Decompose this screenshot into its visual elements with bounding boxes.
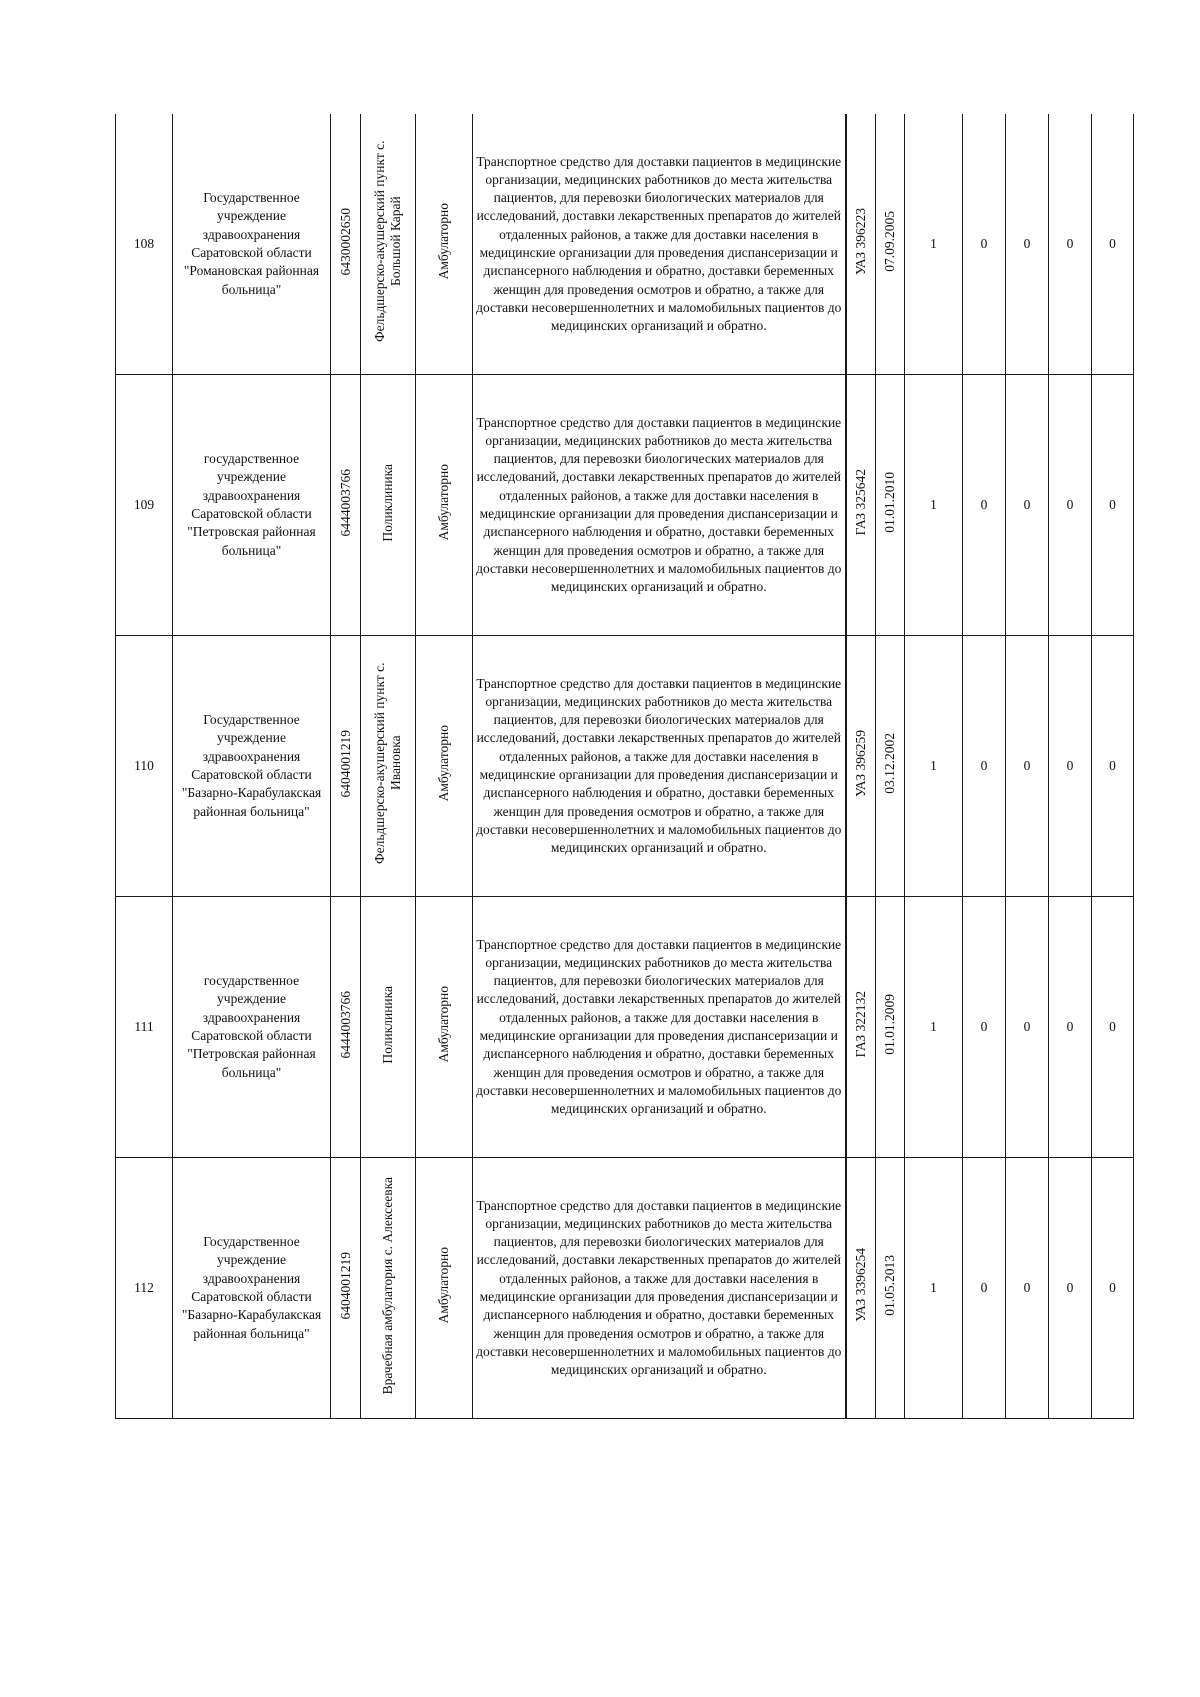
value-3: 0	[1023, 757, 1031, 773]
vehicle-cell	[846, 375, 876, 636]
care-type-cell	[416, 114, 473, 375]
unit-name: Фельдшерско-акушерский пункт с. Большой Карай	[372, 140, 403, 343]
inn: 6404001219	[337, 1251, 353, 1320]
purpose-cell	[473, 636, 846, 897]
organization-name: государственное учреждение здравоохранения Саратовской области "Петровская районная больница"	[187, 973, 316, 1080]
care-type-cell	[416, 636, 473, 897]
purpose-cell	[473, 375, 846, 636]
value-cell	[963, 375, 1006, 636]
value-cell	[963, 114, 1006, 375]
row-number: 109	[133, 496, 155, 512]
organization-cell	[173, 636, 331, 897]
inn-cell	[331, 636, 361, 897]
value-cell	[1092, 1158, 1134, 1419]
value-cell	[1049, 114, 1092, 375]
organization-cell	[173, 114, 331, 375]
unit-name: Врачебная амбулатория с. Алексеевка	[380, 1176, 395, 1395]
value-cell	[905, 114, 963, 375]
inn: 6444003766	[337, 468, 353, 537]
value-1: 1	[930, 235, 937, 251]
unit-name: Поликлиника	[380, 985, 395, 1064]
value-2: 0	[980, 1279, 988, 1295]
row-number: 111	[134, 1018, 154, 1034]
care-type: Амбулаторно	[436, 725, 451, 802]
registration-date: 01.01.2010	[882, 471, 897, 533]
purpose-cell	[473, 114, 846, 375]
care-type: Амбулаторно	[436, 1247, 451, 1324]
value-3: 0	[1023, 235, 1031, 251]
organization-name: Государственное учреждение здравоохранения Саратовской области "Базарно-Карабулакская районная больница"	[181, 712, 322, 819]
unit-name: Поликлиника	[380, 463, 395, 542]
value-cell	[1049, 636, 1092, 897]
vehicle-model: УАЗ 396259	[852, 729, 868, 797]
value-cell	[1006, 636, 1049, 897]
organization-name: государственное учреждение здравоохранения Саратовской области "Петровская районная больница"	[187, 451, 316, 558]
vehicle-purpose: Транспортное средство для доставки пациентов в медицинские организации, медицинских работников до места жительства пациентов, для перевозки биологических материалов для исследований, доставки лекарственных препаратов до жителей отдаленных районов, а также для доставки населения в медицинские организации для проведения диспансеризации и диспансерного наблюдения и обратно, доставки беременных женщин для проведения осмотров и обратно, а также для доставки несовершеннолетних и маломобильных пациентов до медицинских организаций и обратно.	[476, 414, 842, 595]
vehicle-register-table	[115, 114, 1134, 1419]
value-cell	[1006, 114, 1049, 375]
organization-cell	[173, 1158, 331, 1419]
organization-cell	[173, 375, 331, 636]
vehicle-model: ГАЗ 325642	[852, 469, 868, 536]
date-cell	[876, 636, 905, 897]
value-cell	[905, 897, 963, 1158]
value-1: 1	[930, 496, 937, 512]
care-type-cell	[416, 375, 473, 636]
vehicle-cell	[846, 1158, 876, 1419]
vehicle-purpose: Транспортное средство для доставки пациентов в медицинские организации, медицинских работников до места жительства пациентов, для перевозки биологических материалов для исследований, доставки лекарственных препаратов до жителей отдаленных районов, а также для доставки населения в медицинские организации для проведения диспансеризации и диспансерного наблюдения и обратно, доставки беременных женщин для проведения осмотров и обратно, а также для доставки несовершеннолетних и маломобильных пациентов до медицинских организаций и обратно.	[476, 675, 842, 856]
vehicle-cell	[846, 114, 876, 375]
vehicle-purpose: Транспортное средство для доставки пациентов в медицинские организации, медицинских работников до места жительства пациентов, для перевозки биологических материалов для исследований, доставки лекарственных препаратов до жителей отдаленных районов, а также для доставки населения в медицинские организации для проведения диспансеризации и диспансерного наблюдения и обратно, доставки беременных женщин для проведения осмотров и обратно, а также для доставки несовершеннолетних и маломобильных пациентов до медицинских организаций и обратно.	[476, 153, 842, 334]
vehicle-model: ГАЗ 322132	[852, 991, 868, 1058]
value-cell	[905, 636, 963, 897]
value-4: 0	[1066, 1279, 1074, 1295]
value-cell	[905, 1158, 963, 1419]
inn: 6404001219	[337, 729, 353, 798]
table-row	[116, 897, 1134, 1158]
organization-cell	[173, 897, 331, 1158]
value-cell	[1006, 1158, 1049, 1419]
inn-cell	[331, 114, 361, 375]
value-5: 0	[1109, 757, 1116, 773]
table-row	[116, 114, 1134, 375]
value-1: 1	[930, 1279, 937, 1295]
value-cell	[1049, 375, 1092, 636]
inn-cell	[331, 897, 361, 1158]
unit-cell	[361, 114, 416, 375]
row-number: 108	[133, 235, 155, 251]
date-cell	[876, 114, 905, 375]
registration-date: 03.12.2002	[882, 732, 897, 794]
registration-date: 01.05.2013	[882, 1254, 897, 1316]
table-row	[116, 375, 1134, 636]
table-row	[116, 636, 1134, 897]
unit-cell	[361, 1158, 416, 1419]
date-cell	[876, 375, 905, 636]
vehicle-purpose: Транспортное средство для доставки пациентов в медицинские организации, медицинских работников до места жительства пациентов, для перевозки биологических материалов для исследований, доставки лекарственных препаратов до жителей отдаленных районов, а также для доставки населения в медицинские организации для проведения диспансеризации и диспансерного наблюдения и обратно, доставки беременных женщин для проведения осмотров и обратно, а также для доставки несовершеннолетних и маломобильных пациентов до медицинских организаций и обратно.	[476, 936, 842, 1117]
value-3: 0	[1023, 1279, 1031, 1295]
row-number: 112	[134, 1279, 154, 1295]
value-5: 0	[1109, 1279, 1116, 1295]
value-3: 0	[1023, 1018, 1031, 1034]
care-type: Амбулаторно	[436, 203, 451, 280]
value-2: 0	[980, 496, 988, 512]
value-cell	[1092, 114, 1134, 375]
unit-cell	[361, 375, 416, 636]
value-2: 0	[980, 1018, 988, 1034]
date-cell	[876, 1158, 905, 1419]
value-cell	[1049, 897, 1092, 1158]
registration-date: 01.01.2009	[882, 993, 897, 1055]
purpose-cell	[473, 897, 846, 1158]
row-number-cell	[116, 114, 173, 375]
inn-cell	[331, 375, 361, 636]
value-cell	[1006, 897, 1049, 1158]
row-number-cell	[116, 636, 173, 897]
table-row	[116, 1158, 1134, 1419]
inn: 6444003766	[337, 990, 353, 1059]
care-type: Амбулаторно	[436, 464, 451, 541]
organization-name: Государственное учреждение здравоохранения Саратовской области "Базарно-Карабулакская районная больница"	[181, 1234, 322, 1341]
value-2: 0	[980, 235, 988, 251]
registration-date: 07.09.2005	[882, 210, 897, 272]
organization-name: Государственное учреждение здравоохранения Саратовской области "Романовская районная больница"	[183, 190, 320, 297]
row-number-cell	[116, 1158, 173, 1419]
value-4: 0	[1066, 496, 1074, 512]
care-type-cell	[416, 897, 473, 1158]
value-cell	[963, 1158, 1006, 1419]
value-cell	[1092, 375, 1134, 636]
vehicle-purpose: Транспортное средство для доставки пациентов в медицинские организации, медицинских работников до места жительства пациентов, для перевозки биологических материалов для исследований, доставки лекарственных препаратов до жителей отдаленных районов, а также для доставки населения в медицинские организации для проведения диспансеризации и диспансерного наблюдения и обратно, доставки беременных женщин для проведения осмотров и обратно, а также для доставки несовершеннолетних и маломобильных пациентов до медицинских организаций и обратно.	[476, 1197, 842, 1378]
value-cell	[1092, 636, 1134, 897]
purpose-cell	[473, 1158, 846, 1419]
table-body	[116, 114, 1134, 1419]
row-number-cell	[116, 375, 173, 636]
value-cell	[963, 897, 1006, 1158]
vehicle-cell	[846, 897, 876, 1158]
value-5: 0	[1109, 1018, 1116, 1034]
row-number: 110	[134, 757, 154, 773]
care-type: Амбулаторно	[436, 986, 451, 1063]
unit-name: Фельдшерско-акушерский пункт с. Ивановка	[372, 662, 403, 865]
value-4: 0	[1066, 1018, 1074, 1034]
unit-cell	[361, 897, 416, 1158]
inn: 6430002650	[337, 207, 353, 276]
value-1: 1	[930, 757, 937, 773]
inn-cell	[331, 1158, 361, 1419]
unit-cell	[361, 636, 416, 897]
value-cell	[1049, 1158, 1092, 1419]
date-cell	[876, 897, 905, 1158]
value-1: 1	[930, 1018, 937, 1034]
value-2: 0	[980, 757, 988, 773]
value-3: 0	[1023, 496, 1031, 512]
row-number-cell	[116, 897, 173, 1158]
vehicle-cell	[846, 636, 876, 897]
value-cell	[905, 375, 963, 636]
care-type-cell	[416, 1158, 473, 1419]
vehicle-model: УАЗ 396223	[852, 207, 868, 275]
value-cell	[963, 636, 1006, 897]
value-cell	[1092, 897, 1134, 1158]
value-4: 0	[1066, 235, 1074, 251]
value-cell	[1006, 375, 1049, 636]
value-4: 0	[1066, 757, 1074, 773]
value-5: 0	[1109, 496, 1116, 512]
value-5: 0	[1109, 235, 1116, 251]
vehicle-model: УАЗ 3396254	[852, 1248, 868, 1323]
